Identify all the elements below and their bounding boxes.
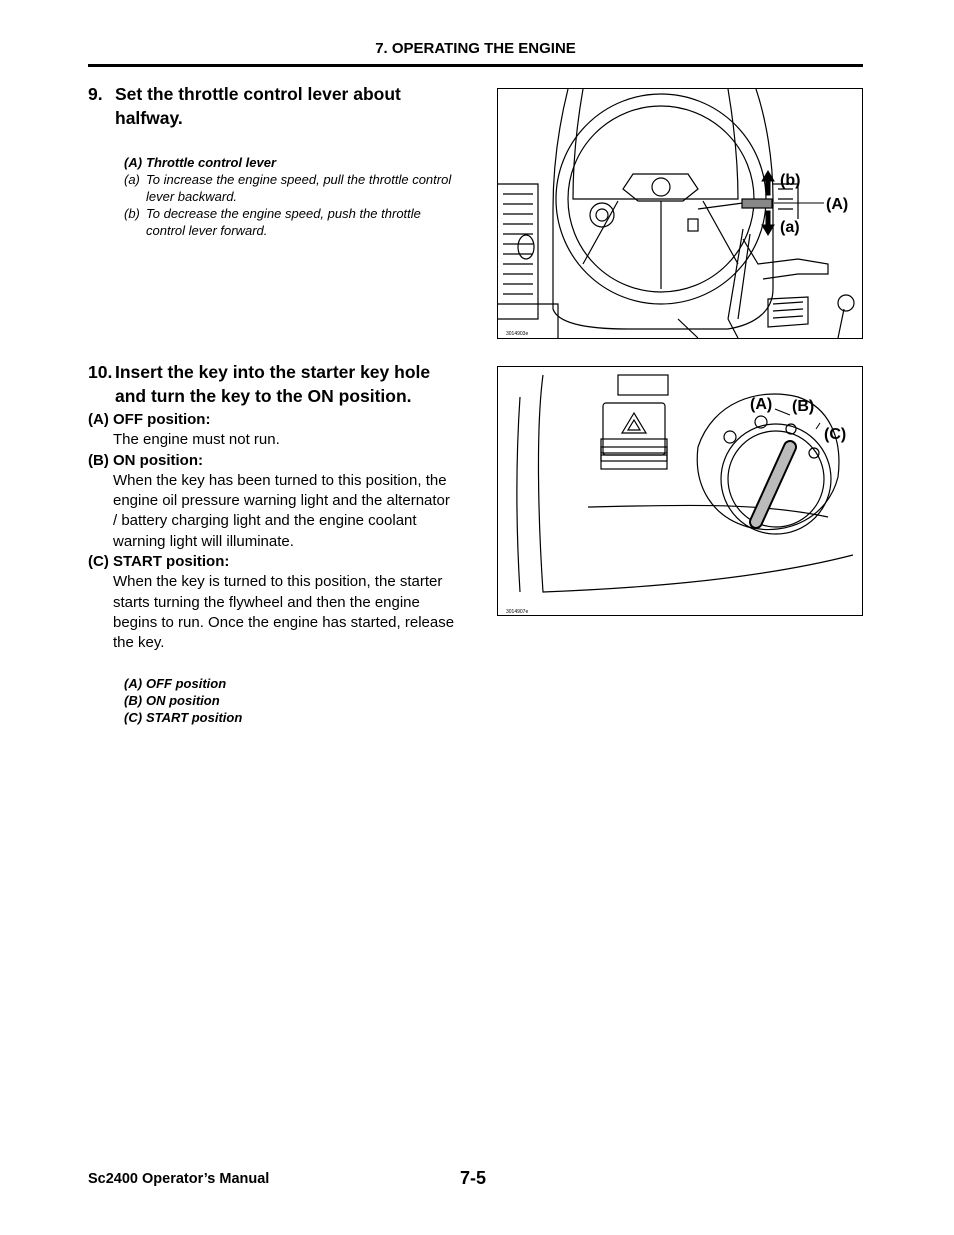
position-term: (C) START position:	[88, 553, 230, 571]
key-positions-list	[88, 410, 458, 654]
key-switch-figure	[497, 366, 863, 616]
step-9-text: Set the throttle control lever about halfway.	[115, 84, 401, 128]
figure-code: 3014903e	[506, 331, 529, 337]
caption-item	[124, 154, 460, 171]
caption-key: (a)	[124, 172, 140, 187]
label-a: (a)	[780, 219, 800, 236]
caption-item	[124, 171, 460, 205]
footer-page-number: 7-5	[460, 1168, 487, 1188]
caption-item	[124, 205, 460, 239]
caption-text: To decrease the engine speed, push the throttle control lever forward.	[146, 206, 421, 238]
caption-key: (b)	[124, 206, 140, 221]
caption-text: START position	[146, 710, 243, 725]
position-term: (A) OFF position:	[88, 411, 211, 428]
figure-code: 3014907e	[506, 609, 529, 615]
label-on: (B)	[792, 398, 815, 415]
caption-text: Throttle control lever	[146, 155, 277, 170]
label-off: (A)	[750, 396, 773, 413]
position-desc: When the key has been turned to this position, the engine oil pressure warning light and the alternator / battery charging light and the engine coolant warning light will illuminate.	[113, 471, 450, 550]
step-10-heading	[88, 360, 458, 408]
step-9-heading	[88, 82, 458, 130]
label-b: (b)	[780, 172, 801, 189]
caption-key: (C)	[124, 710, 143, 725]
caption-key: (B)	[124, 693, 143, 708]
key-switch-illustration	[498, 367, 862, 615]
position-term: (B) ON position:	[88, 451, 203, 469]
label-start: (C)	[824, 426, 847, 443]
caption-text: To increase the engine speed, pull the throttle control lever backward.	[146, 172, 452, 204]
footer-manual-title: Sc2400 Operator’s Manual	[88, 1171, 270, 1187]
caption-key: (A)	[124, 676, 143, 691]
throttle-figure	[497, 88, 863, 339]
position-desc: When the key is turned to this position, the starter starts turning the flywheel and then the engine begins to run. Once the engine has started, release the key.	[113, 573, 455, 652]
step-9-caption	[124, 154, 460, 239]
step-9-number: 9.	[88, 84, 103, 104]
throttle-illustration	[498, 89, 862, 338]
label-A: (A)	[826, 196, 849, 213]
step-10-caption	[124, 675, 460, 726]
header-rule	[88, 64, 863, 67]
step-10-text: Insert the key into the starter key hole and turn the key to the ON position.	[115, 362, 431, 406]
caption-item	[124, 709, 460, 726]
section-header: 7. OPERATING THE ENGINE	[375, 40, 576, 57]
caption-text: OFF position	[146, 676, 227, 691]
caption-key: (A)	[124, 155, 143, 170]
caption-item	[124, 675, 460, 692]
step-10-number: 10.	[88, 362, 113, 382]
caption-text: ON position	[146, 693, 220, 708]
position-desc: The engine must not run.	[113, 431, 280, 449]
caption-item	[124, 692, 460, 709]
